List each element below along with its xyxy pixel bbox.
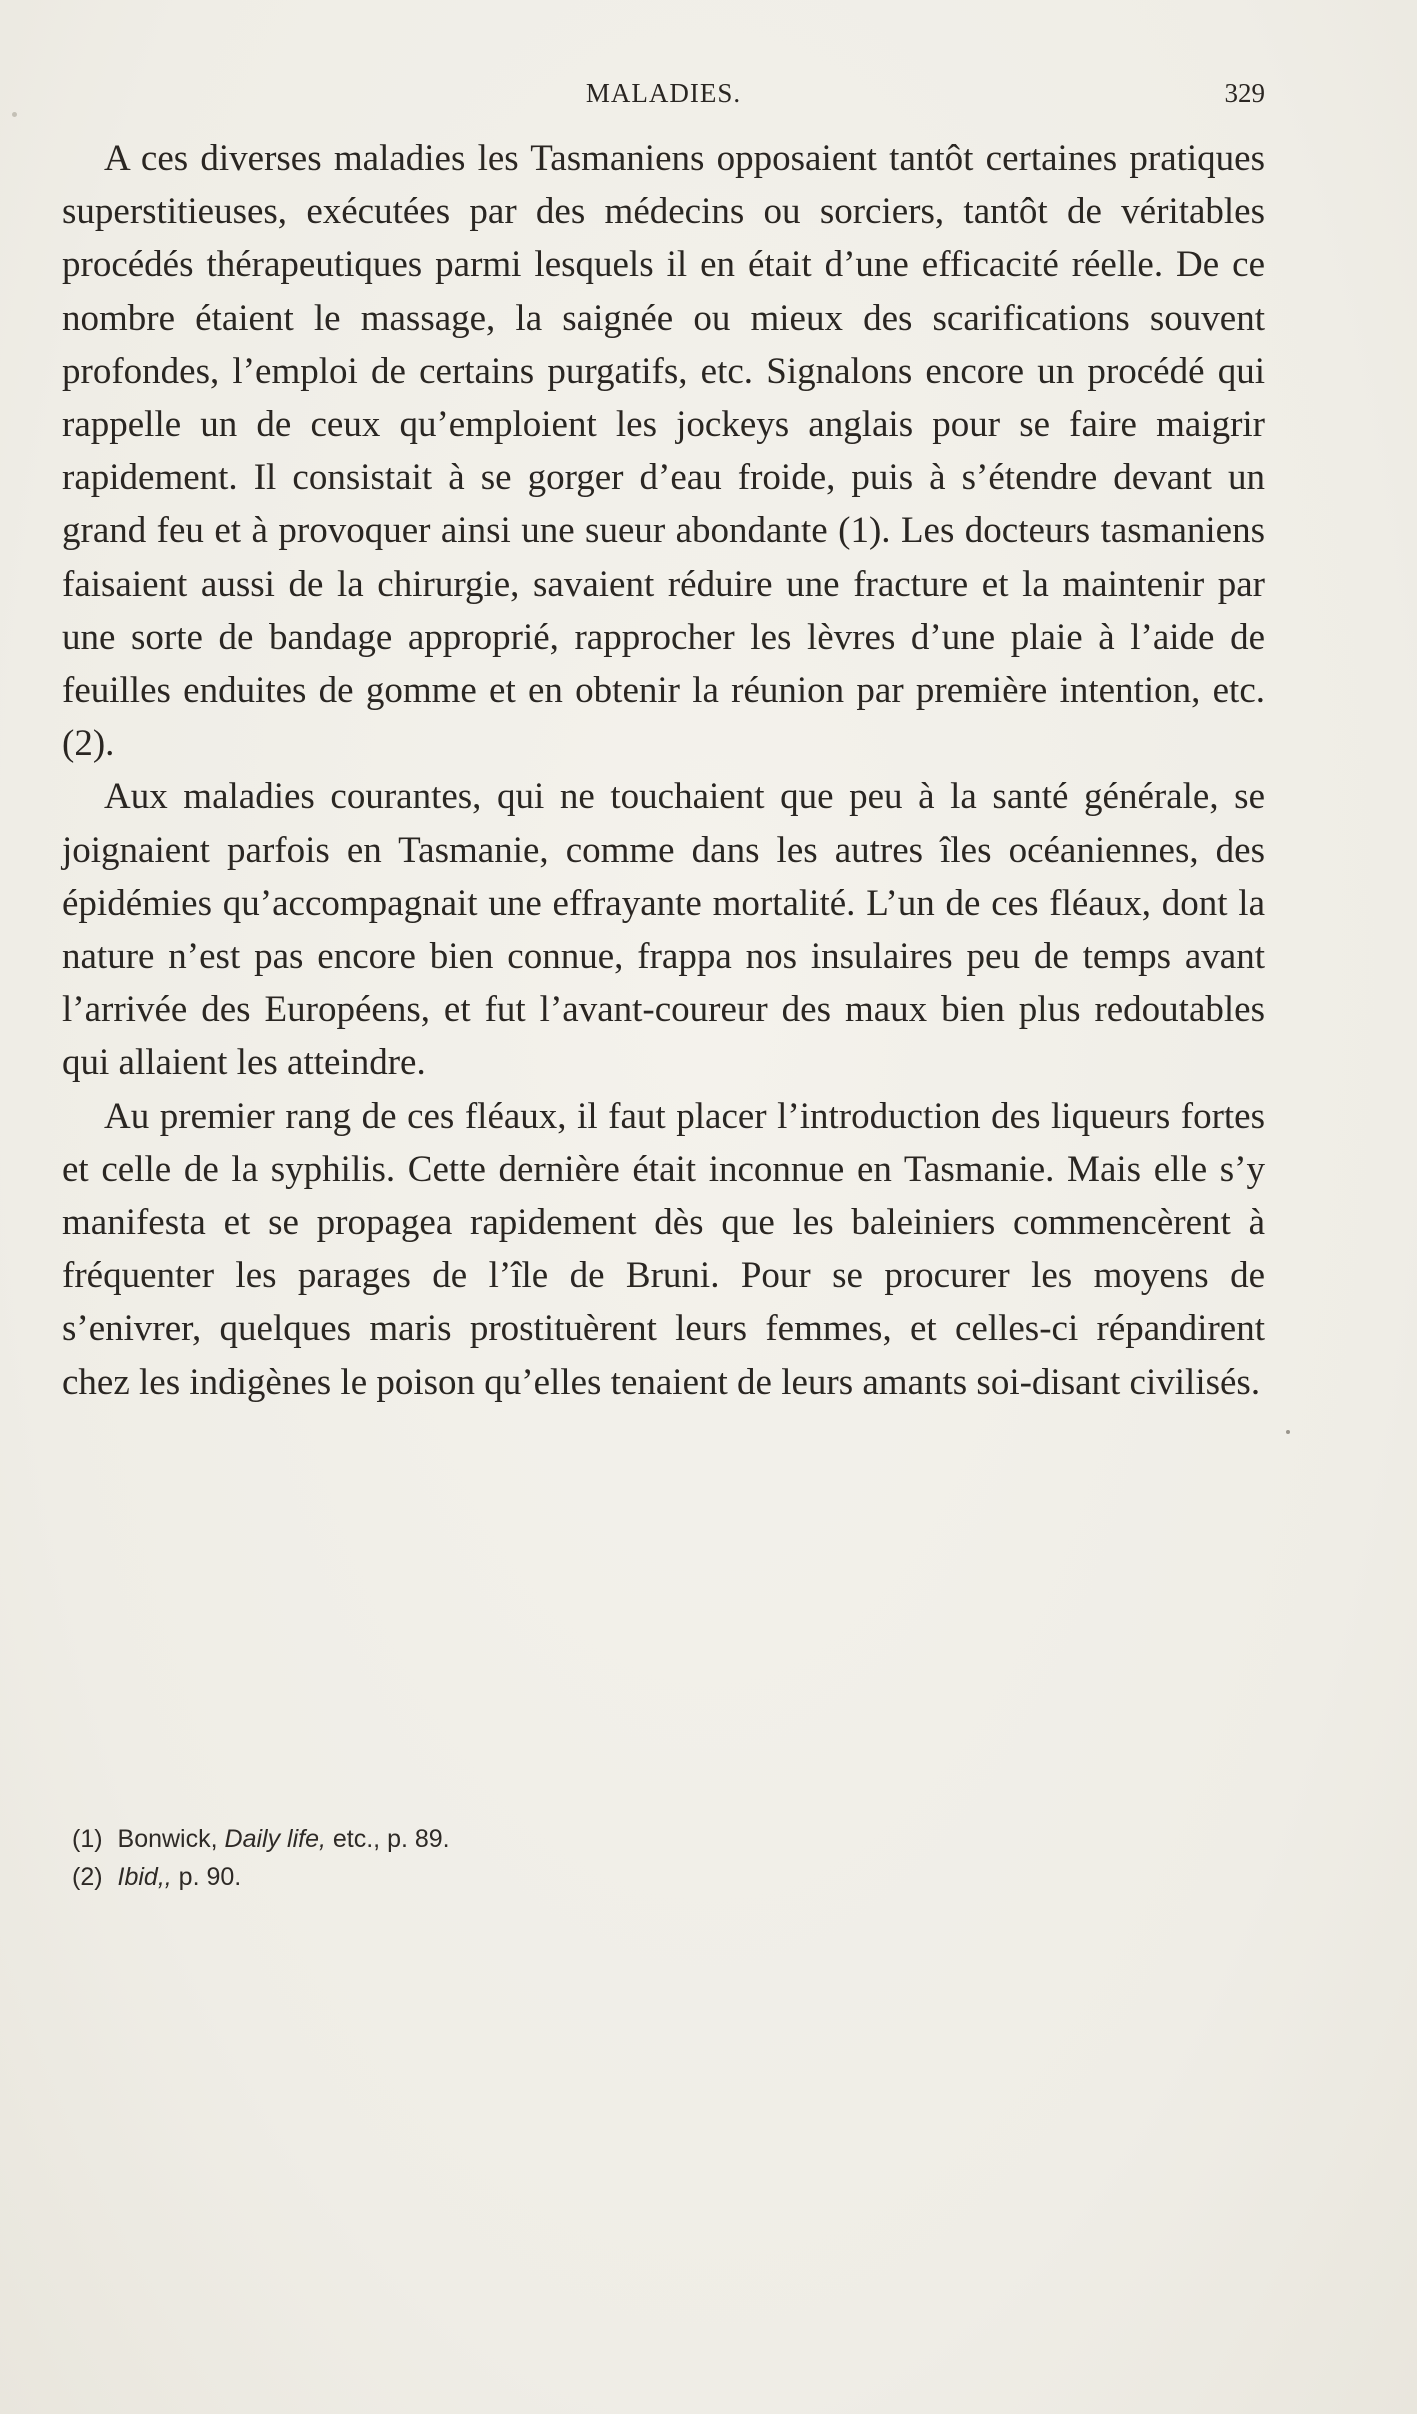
page-speck bbox=[1286, 1430, 1290, 1434]
paragraph: Aux maladies courantes, qui ne touchaient que peu à la santé générale, se joignaient parfois en Tasmanie, comme dans les autres îles océaniennes, des épidémies qu’accompagnait une effrayante mortalité. L’un de ces fléaux, dont la nature n’est pas encore bien connue, frappa nos insulaires peu de temps avant l’arrivée des Européens, et fut l’avant-coureur des maux bien plus redoutables qui allaient les atteindre. bbox=[62, 776, 1265, 1084]
footnote bbox=[72, 1820, 1252, 1858]
footnote-rest: p. 90. bbox=[178, 1863, 242, 1891]
page-number: 329 bbox=[1224, 78, 1265, 108]
footnote-marker: (1) bbox=[72, 1825, 103, 1853]
footnotes bbox=[72, 1820, 1252, 1896]
footnote-rest: etc., p. 89. bbox=[332, 1825, 450, 1853]
footnote bbox=[72, 1858, 1252, 1896]
footnote-author: Bonwick, bbox=[117, 1825, 218, 1853]
paragraph: Au premier rang de ces fléaux, il faut placer l’introduction des liqueurs fortes et celle de la syphilis. Cette dernière était inconnue en Tasmanie. Mais elle s’y manifesta et se propagea rapidement dès que les baleiniers commencèrent à fréquenter les parages de l’île de Bruni. Pour se procurer les moyens de s’enivrer, quelques maris prostituèrent leurs femmes, et celles-ci répandirent chez les indigènes le poison qu’elles tenaient de leurs amants soi-disant civilisés. bbox=[62, 1095, 1265, 1403]
running-title: MALADIES. bbox=[585, 78, 742, 108]
footnote-marker: (2) bbox=[72, 1863, 103, 1891]
footnote-work: Daily life, bbox=[224, 1825, 326, 1853]
body-text bbox=[62, 132, 1265, 1409]
page-speck bbox=[12, 112, 17, 117]
running-header bbox=[62, 74, 1265, 114]
footnote-work: Ibid,, bbox=[117, 1863, 172, 1891]
paragraph: A ces diverses maladies les Tasmaniens opposaient tantôt certaines pratiques superstitieuses, exécutées par des médecins ou sorciers, tantôt de véritables procédés thérapeutiques parmi lesquels il en était d’une efficacité réelle. De ce nombre étaient le massage, la saignée ou mieux des scarifications souvent profondes, l’emploi de certains purgatifs, etc. Signalons encore un procédé qui rappelle un de ceux qu’emploient les jockeys anglais pour se faire maigrir rapidement. Il consistait à se gorger d’eau froide, puis à s’étendre devant un grand feu et à provoquer ainsi une sueur abondante (1). Les docteurs tasmaniens faisaient aussi de la chirurgie, savaient réduire une fracture et la maintenir par une sorte de bandage approprié, rapprocher les lèvres d’une plaie à l’aide de feuilles enduites de gomme et en obtenir la réunion par première intention, etc. (2). bbox=[62, 138, 1265, 765]
